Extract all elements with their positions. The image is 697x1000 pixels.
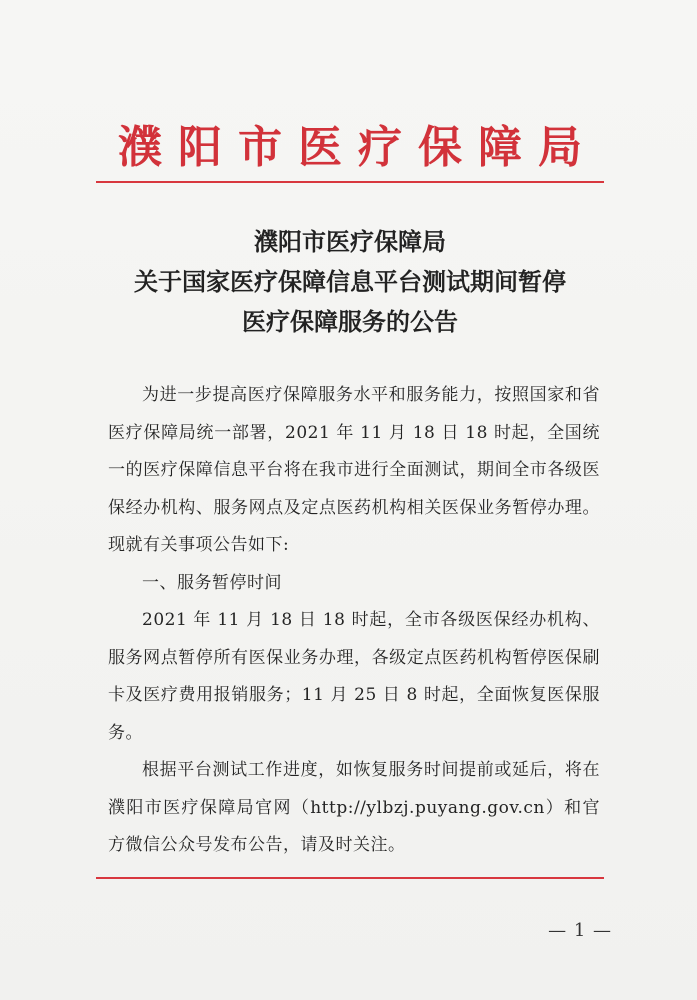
section-heading-service-suspension-time: 一、服务暂停时间 [142, 572, 282, 593]
page-number: — 1 — [548, 920, 612, 941]
masthead-red-rule [96, 181, 604, 183]
suspension-details-paragraph: 2021 年 11 月 18 日 18 时起，全市各级医保经办机构、服务网点暂停所有医保业务办理，各级定点医药机构暂停医保刷卡及医疗费用报销服务；11 月 25 日 8 时起，全面恢复医保服务。 [108, 610, 600, 743]
masthead-title: 濮阳市医疗保障局 [118, 122, 598, 173]
notice-paragraph: 根据平台测试工作进度，如恢复服务时间提前或延后，将在濮阳市医疗保障局官网（http://ylbzj.puyang.gov.cn）和官方微信公众号发布公告，请及时关注。 [108, 760, 600, 855]
intro-paragraph: 为进一步提高医疗保障服务水平和服务能力，按照国家和省医疗保障局统一部署，2021 年 11 月 18 日 18 时起，全国统一的医疗保障信息平台将在我市进行全面测试，期间全市各级医保经办机构、服务网点及定点医药机构相关医保业务暂停办理。现就有关事项公告如下: [108, 385, 600, 555]
announcement-title-line-3: 医疗保障服务的公告 [242, 308, 458, 336]
announcement-body [108, 377, 600, 865]
announcement-title-line-1: 濮阳市医疗保障局 [254, 228, 446, 256]
announcement-title-line-2: 关于国家医疗保障信息平台测试期间暂停 [134, 268, 566, 296]
footer-red-rule [96, 877, 604, 879]
announcement-title [96, 222, 604, 342]
